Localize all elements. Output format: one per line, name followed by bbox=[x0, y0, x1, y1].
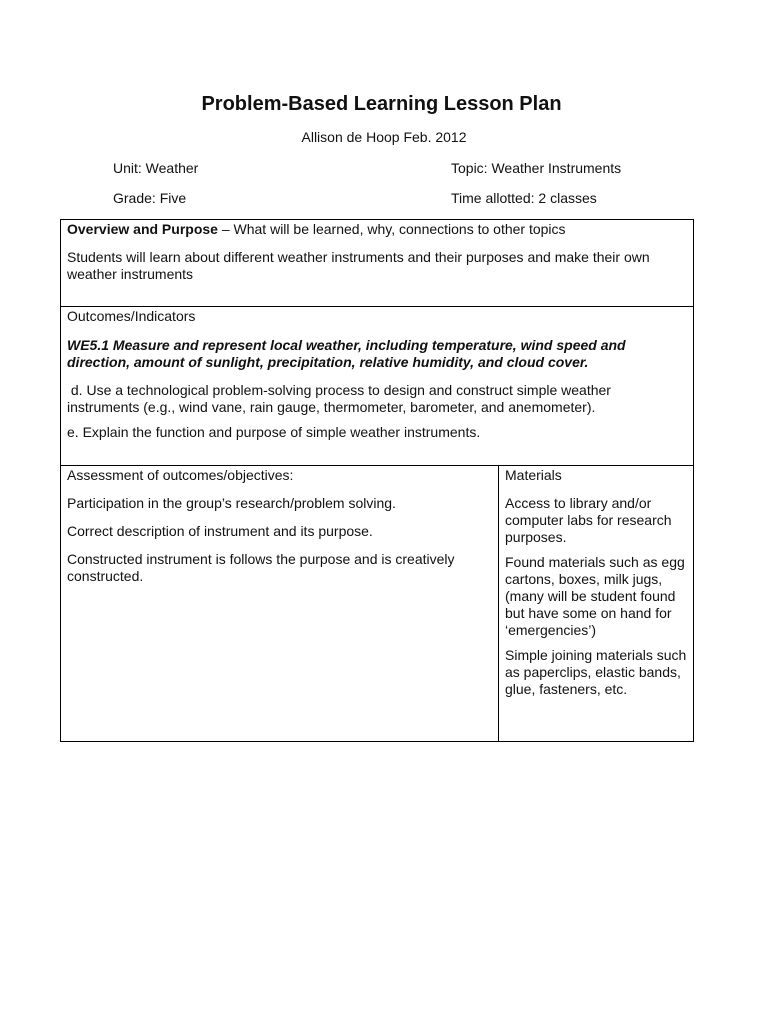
outcome-item-e: e. Explain the function and purpose of simple weather instruments. bbox=[67, 424, 481, 440]
assessment-heading: Assessment of outcomes/objectives: bbox=[67, 467, 294, 483]
page-title: Problem-Based Learning Lesson Plan bbox=[201, 93, 562, 115]
outcomes-heading: Outcomes/Indicators bbox=[67, 308, 196, 324]
overview-cell bbox=[61, 220, 694, 307]
topic-label: Topic: Weather Instruments bbox=[451, 160, 622, 176]
materials-heading: Materials bbox=[505, 467, 562, 483]
assessment-item: Correct description of instrument and its purpose. bbox=[67, 523, 373, 539]
overview-row bbox=[61, 220, 694, 307]
assessment-cell bbox=[61, 466, 499, 742]
outcomes-row bbox=[61, 307, 694, 466]
author-date-line: Allison de Hoop Feb. 2012 bbox=[301, 129, 467, 145]
materials-cell bbox=[499, 466, 694, 742]
materials-item: Access to library and/or computer labs for research purposes. bbox=[505, 495, 672, 545]
outcome-indicator-we51: WE5.1 Measure and represent local weather, including temperature, wind speed and direction, amount of sunlight, precipitation, relative humidity, and cloud cover. bbox=[67, 337, 626, 370]
materials-item: Simple joining materials such as paperclips, elastic bands, glue, fasteners, etc. bbox=[505, 647, 687, 697]
time-allotted-label: Time allotted: 2 classes bbox=[451, 190, 597, 206]
unit-label: Unit: Weather bbox=[113, 160, 199, 176]
assessment-item: Constructed instrument is follows the purpose and is creatively constructed. bbox=[67, 551, 455, 584]
materials-item: Found materials such as egg cartons, boxes, milk jugs, (many will be student found but have some on hand for ‘emergencies’) bbox=[505, 554, 685, 638]
overview-subheading: – What will be learned, why, connections to other topics bbox=[217, 221, 566, 237]
outcome-item-d: d. Use a technological problem-solving process to design and construct simple weather instruments (e.g., wind vane, rain gauge, thermometer, barometer, and anemometer). bbox=[67, 382, 615, 415]
overview-heading-line bbox=[67, 221, 687, 238]
overview-heading: Overview and Purpose bbox=[67, 221, 218, 237]
lesson-plan-table bbox=[60, 219, 694, 742]
assessment-item: Participation in the group’s research/problem solving. bbox=[67, 495, 396, 511]
assessment-materials-row bbox=[61, 466, 694, 742]
outcomes-cell bbox=[61, 307, 694, 466]
overview-body: Students will learn about different weather instruments and their purposes and make their own weather instruments bbox=[67, 249, 650, 282]
grade-label: Grade: Five bbox=[113, 190, 187, 206]
